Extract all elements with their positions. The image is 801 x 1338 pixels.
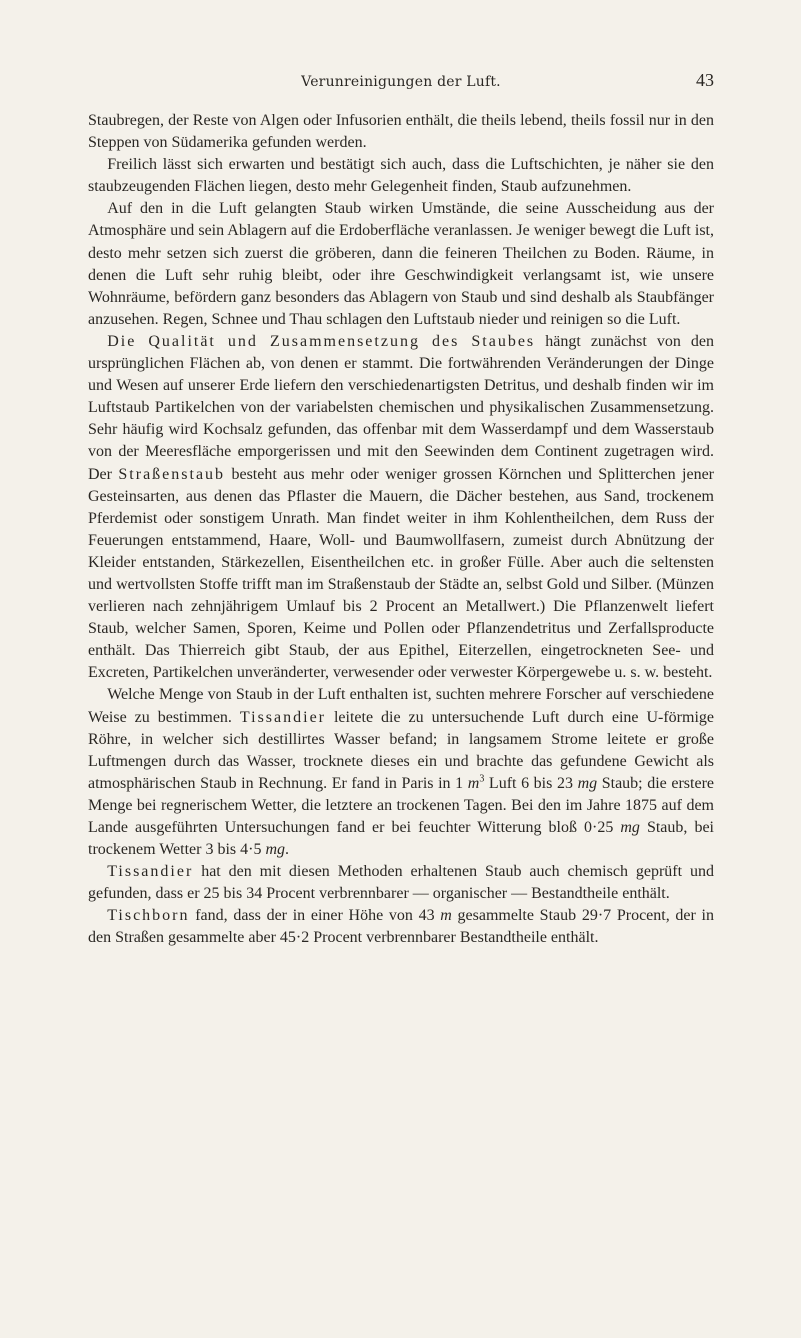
- text-run: Staubregen, der Reste von Algen oder Infusorien enthält, die theils lebend, theils fossil nur in den Steppen von Südamerika gefunden werden.: [88, 112, 714, 152]
- emphasized-text: Die Qualität und Zusammensetzung des Staubes: [107, 332, 536, 350]
- text-run: Auf den in die Luft gelangten Staub wirken Umstände, die seine Ausscheidung aus der Atmosphäre und sein Ablagern auf die Erdoberfläche veranlassen. Je weniger bewegt die Luft ist, desto mehr setzen sich zuerst die gröberen, dann die feineren Theilchen zu Boden. Räume, in denen die Luft sehr ruhig bleibt, oder ihre Geschwindigkeit verlangsamt ist, wie unsere Wohnräume, befördern ganz besonders das Ablagern von Staub und sind deshalb als Staubfänger anzusehen. Regen, Schnee und Thau schlagen den Luftstaub nieder und reinigen so die Luft.: [88, 200, 714, 328]
- text-run: Luft 6 bis 23: [484, 774, 578, 792]
- paragraph: [88, 684, 714, 861]
- emphasized-text: Tischborn: [107, 907, 190, 925]
- paragraph: [88, 905, 714, 949]
- text-run: besteht aus mehr oder weniger grossen Körnchen und Splitterchen jener Gesteinsarten, aus denen das Pflaster die Mauern, die Dächer bestehen, aus Sand, trockenem Pferdemist oder sonstigem Unrath. Man findet weiter in ihm Kohlentheilchen, dem Russ der Feuerungen entstammend, Haare, Woll- und Baumwollfasern, zumeist durch Abnützung der Kleider entstanden, Stärkezellen, Eisentheilchen etc. in großer Fülle. Aber auch die seltensten und wertvollsten Stoffe trifft man im Straßenstaub der Städte an, selbst Gold und Silber. (Münzen verlieren nach zehnjährigem Umlauf bis 2 Procent an Metallwert.) Die Pflanzenwelt liefert Staub, welcher Samen, Sporen, Keime und Pollen oder Pflanzendetritus und Zerfallsproducte enthält. Das Thierreich gibt Staub, der aus Epithel, Eiterzellen, eingetrockneten See- und Excreten, Partikelchen unveränderter, verwesender oder verwester Körpergewebe u. s. w. besteht.: [88, 465, 714, 682]
- text-run: hat den mit diesen Methoden erhaltenen Staub auch chemisch geprüft und gefunden, dass er 25 bis 34 Procent verbrennbarer — organischer — Bestandtheile enthält.: [88, 863, 714, 903]
- text-run: m: [467, 774, 480, 792]
- running-title: Verunreinigungen der Luft.: [301, 74, 501, 90]
- emphasized-text: Tissandier: [239, 708, 326, 726]
- paragraph: [88, 154, 714, 198]
- paragraph: [88, 110, 714, 154]
- body-text: [88, 110, 714, 950]
- text-run: Staub, bei trockenem Wetter 3 bis 4·5: [88, 819, 714, 859]
- text-run: leitete die zu untersuchende Luft durch eine U-förmige Röhre, in welcher sich destillirtes Wasser befand; in langsamem Strome leitete er große Luftmengen durch das Wasser, trocknete dieses ein und brachte das gefundene Gewicht als atmosphärischen Staub in Rechnung. Er fand in Paris in 1: [88, 708, 715, 792]
- text-run: m: [440, 907, 452, 925]
- paragraph: [88, 198, 714, 331]
- text-run: hängt zunächst von den ursprünglichen Flächen ab, von denen er stammt. Die fortwährenden Veränderungen der Dinge und Wesen auf unserer Erde liefern den verschiedenartigsten Detritus, und deshalb finden wir im Luftstaub Partikelchen von der variabelsten chemischen und physikalischen Zusammensetzung. Sehr häufig wird Kochsalz gefunden, das offenbar mit dem Wasserdampf und dem Wasserstaub von der Meeresfläche emporgerissen und mit den Seewinden dem Continent zugetragen wird. Der: [88, 332, 715, 483]
- text-run: .: [285, 841, 290, 859]
- page-number: 43: [696, 70, 714, 90]
- text-run: mg: [577, 774, 598, 792]
- text-run: gesammelte Staub 29·7 Procent, der in den Straßen gesammelte aber 45·2 Procent verbrennbarer Bestandtheile enthält.: [88, 907, 714, 947]
- text-run: fand, dass der in einer Höhe von 43: [189, 907, 441, 925]
- book-page: [88, 70, 714, 950]
- emphasized-text: Tissandier: [107, 863, 194, 881]
- text-run: Staub; die erstere Menge bei regnerischem Wetter, die letztere an trockenen Tagen. Bei den im Jahre 1875 auf dem Lande ausgeführten Untersuchungen fand er bei feuchter Witterung bloß 0·25: [88, 774, 715, 836]
- paragraph: [88, 861, 714, 905]
- text-run: Freilich lässt sich erwarten und bestätigt sich auch, dass die Luftschichten, je näher sie den staubzeugenden Flächen liegen, desto mehr Gelegenheit finden, Staub aufzunehmen.: [88, 156, 714, 196]
- paragraph: [88, 331, 714, 685]
- emphasized-text: Straßenstaub: [118, 465, 226, 483]
- running-header: [88, 70, 714, 94]
- text-run: mg: [620, 819, 640, 836]
- text-run: mg: [265, 841, 286, 859]
- text-run: Welche Menge von Staub in der Luft enthalten ist, suchten mehrere Forscher auf verschiedene Weise zu bestimmen.: [88, 686, 714, 726]
- text-run: 3: [479, 773, 485, 785]
